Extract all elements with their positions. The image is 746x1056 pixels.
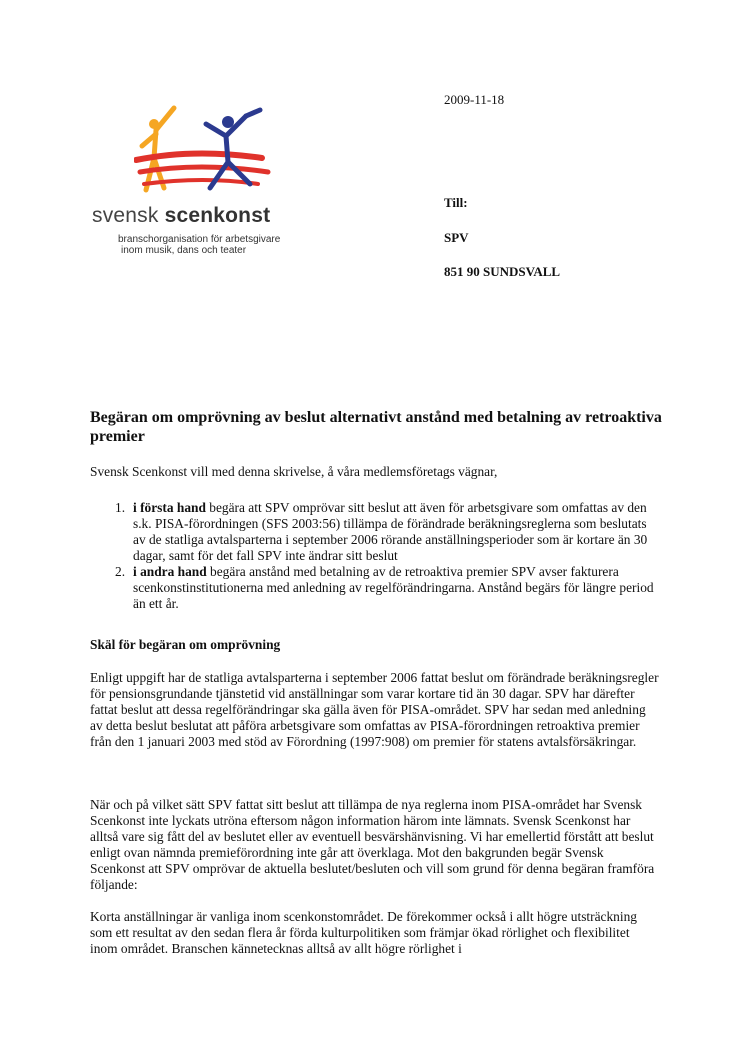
intro-paragraph: Svensk Scenkonst vill med denna skrivelse, å våra medlemsföretags vägnar, [90, 464, 498, 479]
recipient-name: SPV [444, 230, 469, 245]
brand-tagline-2: inom musik, dans och teater [121, 245, 247, 256]
letter-title: Begäran om omprövning av beslut alternativt anstånd med betalning av retroaktiva premier [90, 409, 662, 445]
paragraph-3: Korta anställningar är vanliga inom scenkonstområdet. De förekommer också i allt högre utsträckning som ett resultat av den sedan flera år förda kulturpolitiken som främjar ökad rörlighet och flexibilitet inom området. Branschen kännetecknas alltså av allt högre rörlighet i [90, 909, 637, 956]
dancers-logo-icon [134, 100, 274, 200]
list-item-emphasis: i andra hand [133, 564, 207, 579]
list-item-text: begära att SPV omprövar sitt beslut att även för arbetsgivare som omfattas av den s.k. PISA-förordningen (SFS 2003:56) tillämpa de förändrade beräkningsreglerna som beslutats av de statliga avtalsparterna i september 2006 rörande anställningsperioder som är kortare än 30 dagar, samt för det fall SPV inte ändrar sitt beslut [133, 500, 648, 563]
paragraph-2: När och på vilket sätt SPV fattat sitt beslut att tillämpa de nya reglerna inom PISA-området har Svensk Scenkonst inte lyckats utröna eftersom någon information härom inte lämnats. Svensk Scenkonst har alltså vare sig fått del av beslutet eller av eventuell besvärshänvisning. Vi har emellertid förstått att beslut enligt ovan nämnda premieförordning inte går att överklaga. Mot den bakgrunden begär Svensk Scenkonst att SPV omprövar de aktuella beslutet/besluten och vill som grund för denna begäran framföra följande: [90, 797, 655, 892]
svensk-scenkonst-logo [86, 100, 316, 260]
list-item-text: begära anstånd med betalning av de retroaktiva premier SPV avser fakturera scenkonstinstitutionerna med anledning av regelförändringarna. Anstånd begärs för längre period än ett år. [133, 564, 654, 611]
request-list [90, 500, 662, 612]
list-item [90, 500, 662, 564]
recipient-address: 851 90 SUNDSVALL [444, 264, 561, 279]
brand-name: svensk scenkonst [92, 204, 271, 227]
list-number: 1. [115, 500, 126, 515]
list-number: 2. [115, 564, 126, 579]
list-item-emphasis: i första hand [133, 500, 206, 515]
to-label: Till: [444, 195, 468, 210]
brand-tagline-1: branschorganisation för arbetsgivare [118, 234, 281, 245]
list-item [90, 564, 662, 612]
section-heading: Skäl för begäran om omprövning [90, 637, 281, 652]
paragraph-1: Enligt uppgift har de statliga avtalsparterna i september 2006 fattat beslut om förändrade beräkningsregler för pensionsgrundande tjänstetid vid anställningar som varar kortare tid än 30 dagar. SPV har därefter fattat beslut att dessa regelförändringar ska gälla även för PISA-området. SPV har sedan med anledning av detta beslut beslutat att påföra arbetsgivare som omfattas av PISA-förordningen retroaktiva premier från den 1 januari 2003 med stöd av Förordning (1997:908) om premier för statens avtalsförsäkringar. [90, 670, 659, 749]
letter-date: 2009-11-18 [444, 92, 505, 107]
